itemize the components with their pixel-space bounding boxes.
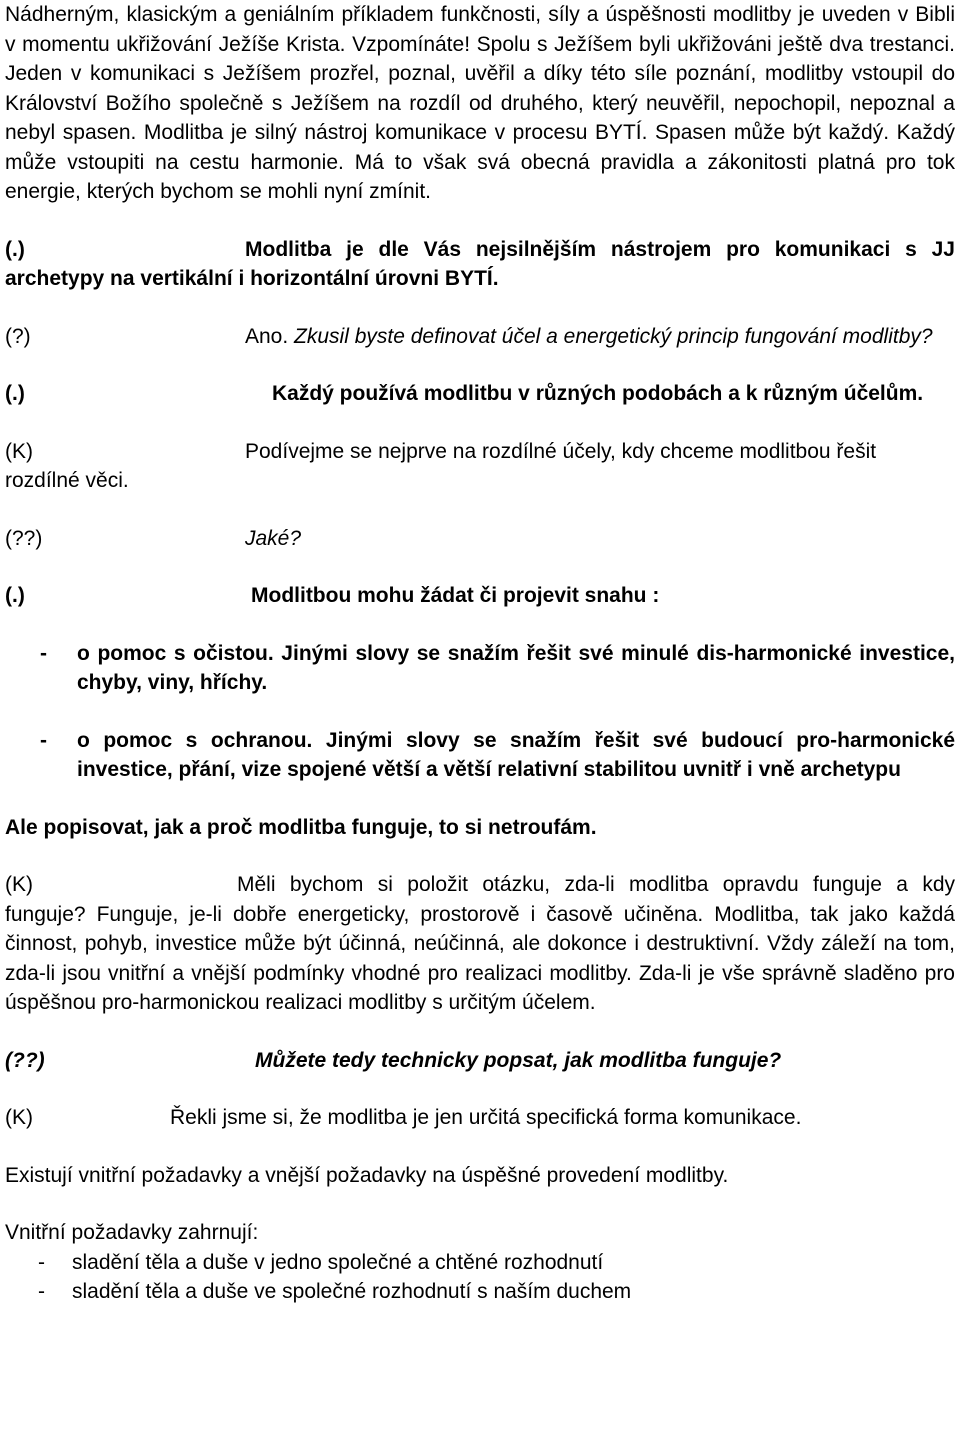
list1-dash-1: - — [40, 641, 47, 665]
intro-paragraph — [5, 0, 955, 207]
inner-item-1 — [5, 1248, 955, 1278]
q2-marker: (.) — [5, 382, 25, 405]
k2-marker: (K) — [5, 873, 33, 896]
k3-paragraph — [5, 1103, 955, 1133]
a3-marker: (??) — [5, 1048, 45, 1072]
q1-paragraph — [5, 235, 955, 294]
q2-text: Každý používá modlitbu v různých podobách a k různým účelům. — [272, 382, 924, 405]
k3-marker: (K) — [5, 1106, 33, 1129]
a2-text: Jaké? — [245, 526, 302, 550]
q1-marker: (.) — [5, 237, 25, 261]
inner-text-2: sladění těla a duše ve společné rozhodnutí s naším duchem — [72, 1280, 632, 1303]
k2-text: Měli bychom si položit otázku, zda-li modlitba opravdu funguje a kdy funguje? Funguje, je-li dobře energeticky, prostorově i časově učiněna. Modlitba, tak jako každá činnost, pohyb, investice může být účinná, neúčinná, ale dokonce i destruktivní. Vždy záleží na tom, zda-li jsou vnitřní a vnější podmínky vhodné pro realizaci modlitby. Zda-li je vše správně sladěno pro úspěšnou pro-harmonickou realizaci modlitby s určitým účelem. — [5, 873, 955, 1014]
q3-marker: (.) — [5, 584, 25, 607]
k1-paragraph — [5, 437, 955, 496]
list1-item-1 — [5, 639, 955, 698]
k1-marker: (K) — [5, 439, 33, 463]
q2-paragraph — [5, 379, 955, 409]
k1-text: Podívejme se nejprve na rozdílné účely, kdy chceme modlitbou řešit rozdílné věci. — [5, 439, 877, 492]
a1-lead: Ano. — [245, 324, 289, 348]
intro-text-b: Jeden v komunikaci s Ježíšem prozřel, poznal, uvěřil a díky této síle poznání, modlitby vstoupil do Království Božího společně s Ježíšem na rozdíl od druhého, který neuvěřil, nepochopil, nepoznal a nebyl spasen. Modlitba je silný nástroj komunikace v procesu BYTÍ. Spasen může být každý. Každý může vstoupiti na cestu harmonie. Má to však svá obecná pravidla a zákonitosti platná pro tok energie, kterých bychom se mohli nyní zmínit. — [5, 62, 955, 203]
k2-paragraph — [5, 870, 955, 1018]
document-page — [5, 0, 955, 1307]
a2-marker: (??) — [5, 526, 43, 550]
a1-marker: (?) — [5, 324, 31, 348]
list1-text-2: Jinými slovy se snažím řešit své budoucí pro-harmonické investice, přání, vize spojené větší a větší relativní stabilitou uvnitř i vně archetypu — [77, 728, 956, 781]
a1-paragraph — [5, 322, 955, 352]
list1-lead-1: o pomoc s očistou. — [77, 641, 274, 665]
requirements-paragraph: Existují vnitřní požadavky a vnější požadavky na úspěšné provedení modlitby. — [5, 1163, 729, 1187]
a1-text: Zkusil byste definovat účel a energetický princip fungování modlitby? — [288, 324, 933, 348]
intro-text-a: Nádherným, klasickým a geniálním příkladem funkčnosti, síly a úspěšnosti modlitby je uveden v Bibli v momentu ukřižování Ježíše Krista. Vzpomínáte! Spolu s Ježíšem byli ukřižováni ještě dva trestanci. — [5, 3, 955, 56]
list1-item-2 — [5, 726, 955, 785]
q3-text: Modlitbou mohu žádat či projevit snahu : — [251, 584, 660, 607]
list1-lead-2: o pomoc s ochranou. — [77, 728, 313, 752]
k3-text: Řekli jsme si, že modlitba je jen určitá specifická forma komunikace. — [170, 1106, 802, 1129]
q3-paragraph — [5, 581, 955, 611]
a2-paragraph — [5, 524, 955, 554]
inner-dash-1: - — [38, 1250, 45, 1274]
inner-title: Vnitřní požadavky zahrnují: — [5, 1221, 259, 1244]
inner-dash-2: - — [38, 1280, 45, 1303]
list1-text-1: Jinými slovy se snažím řešit své minulé dis-harmonické investice, chyby, viny, hříchy. — [77, 641, 955, 694]
a3-text: Můžete tedy technicky popsat, jak modlitba funguje? — [255, 1048, 782, 1072]
statement: Ale popisovat, jak a proč modlitba funguje, to si netroufám. — [5, 815, 597, 839]
inner-text-1: sladění těla a duše v jedno společné a chtěné rozhodnutí — [72, 1250, 604, 1274]
a3-paragraph — [5, 1046, 955, 1076]
list1-dash-2: - — [40, 728, 47, 752]
inner-item-2 — [5, 1277, 955, 1307]
q1-text: Modlitba je dle Vás nejsilnějším nástrojem pro komunikaci s JJ archetypy na vertikální i horizontální úrovni BYTÍ. — [5, 237, 955, 290]
